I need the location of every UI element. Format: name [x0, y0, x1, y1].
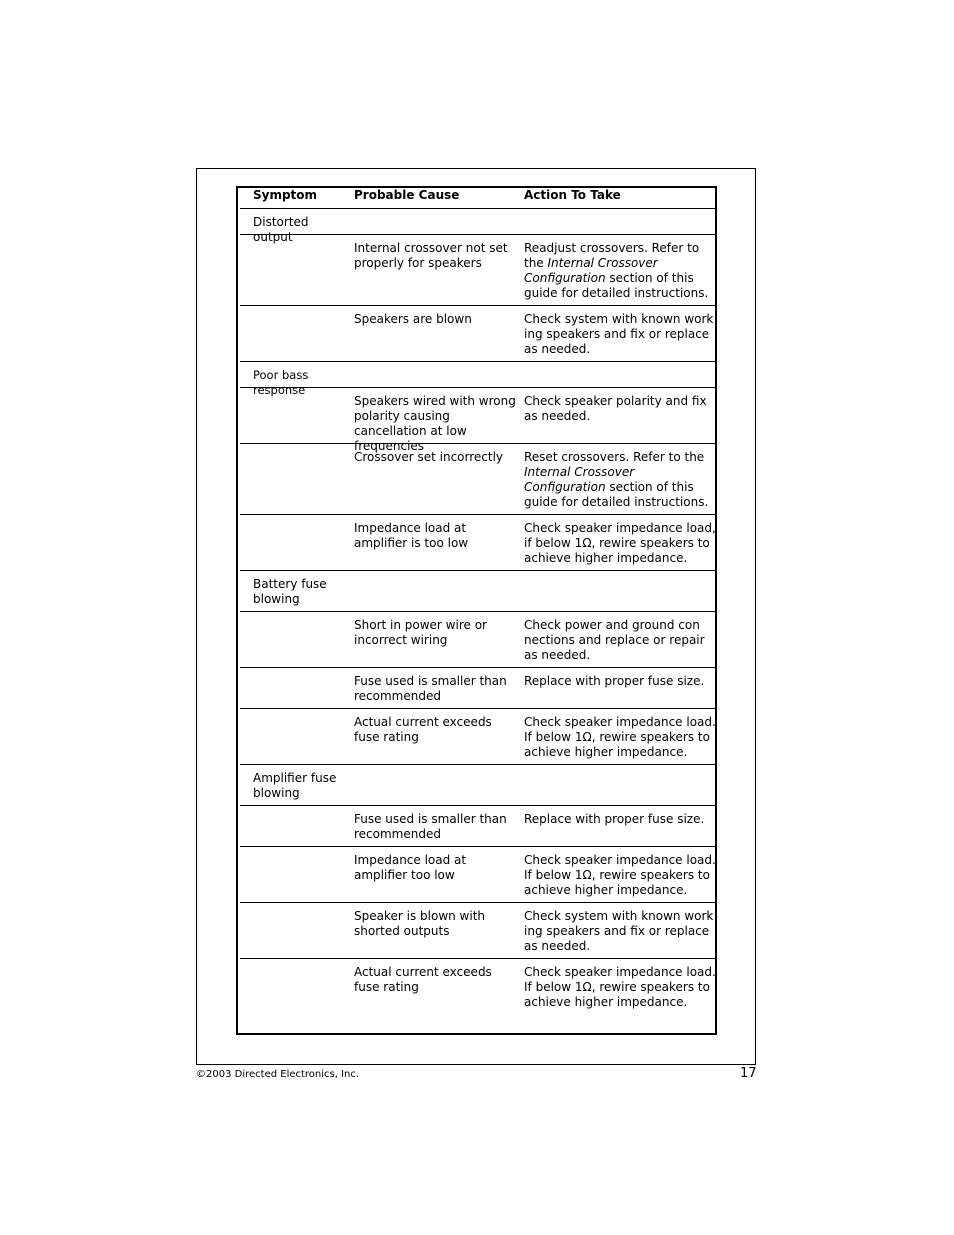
action-to-take: [524, 521, 716, 566]
probable-cause: Impedance load at amplifier too low: [354, 853, 467, 882]
table-row: [240, 709, 715, 765]
action-to-take: [524, 674, 716, 689]
action-reference: Internal Crossover Configuration: [524, 256, 658, 285]
action-to-take: [524, 715, 716, 760]
table-row: [240, 959, 715, 1033]
table-row: [240, 515, 715, 571]
action-reference: Internal Crossover Configuration: [524, 465, 635, 494]
action-text: Check speaker polarity and fix as needed.: [524, 394, 707, 423]
symptom-label: Battery fuse blowing: [253, 577, 327, 606]
probable-cause: Actual current exceeds fuse rating: [354, 965, 492, 994]
action-to-take: [524, 853, 716, 898]
action-to-take: [524, 965, 716, 1010]
probable-cause: Crossover set incorrectly: [354, 450, 504, 464]
symptom-label: Distorted output: [253, 215, 309, 244]
action-text: Readjust crossovers. Refer to the: [524, 241, 700, 270]
table-row: [240, 388, 715, 453]
copyright: ©2003 Directed Electronics, Inc.: [196, 1069, 360, 1080]
table-row: [240, 903, 715, 959]
action-text: Check system with known work ing speakers and fix or replace as needed.: [524, 312, 714, 356]
action-to-take: [524, 241, 716, 301]
table-row: [240, 235, 715, 306]
action-text: Check speaker impedance load. If below 1Ω, rewire speakers to achieve higher impedance.: [524, 965, 716, 1009]
action-text: Check system with known work ing speakers and fix or replace as needed.: [524, 909, 714, 953]
action-text-continued: section of this guide for detailed instructions.: [524, 271, 709, 300]
action-text: Check speaker impedance load. If below 1Ω, rewire speakers to achieve higher impedance.: [524, 853, 716, 897]
symptom-label: Amplifier fuse blowing: [253, 771, 337, 800]
probable-cause: Fuse used is smaller than recommended: [354, 674, 507, 703]
probable-cause: Speakers are blown: [354, 312, 472, 326]
probable-cause: Actual current exceeds fuse rating: [354, 715, 492, 744]
probable-cause: Short in power wire or incorrect wiring: [354, 618, 487, 647]
probable-cause: Internal crossover not set properly for speakers: [354, 241, 508, 270]
symptom-row: [240, 571, 715, 612]
table-row: [240, 847, 715, 903]
table-header-row: [240, 188, 715, 209]
probable-cause: Speaker is blown with shorted outputs: [354, 909, 486, 938]
symptom-row: [240, 209, 715, 244]
symptom-label: Poor bass response: [253, 368, 309, 397]
action-text: Check power and ground con nections and replace or repair as needed.: [524, 618, 705, 662]
symptom-row: [240, 765, 715, 806]
action-to-take: [524, 812, 716, 827]
action-text: Replace with proper fuse size.: [524, 674, 705, 688]
action-text: Replace with proper fuse size.: [524, 812, 705, 826]
action-text: Check speaker impedance load. If below 1Ω, rewire speakers to achieve higher impedance.: [524, 715, 716, 759]
troubleshooting-table: [236, 186, 717, 1035]
header-cause: Probable Cause: [354, 188, 460, 202]
table-row: [240, 668, 715, 709]
table-row: [240, 306, 715, 362]
probable-cause: Fuse used is smaller than recommended: [354, 812, 507, 841]
action-to-take: [524, 394, 716, 424]
table-row: [240, 612, 715, 668]
page-number: 17: [740, 1066, 757, 1081]
probable-cause: Speakers wired with wrong polarity causing cancellation at low frequencies: [354, 394, 516, 453]
action-to-take: [524, 450, 716, 510]
probable-cause: Impedance load at amplifier is too low: [354, 521, 469, 550]
action-text: Reset crossovers. Refer to the: [524, 450, 705, 464]
symptom-row: [240, 362, 715, 397]
header-symptom: Symptom: [253, 188, 318, 202]
action-to-take: [524, 909, 716, 954]
action-text-continued: section of this guide for detailed instructions.: [524, 480, 709, 509]
action-to-take: [524, 312, 716, 357]
action-text: Check speaker impedance load, if below 1Ω, rewire speakers to achieve higher impedance.: [524, 521, 716, 565]
action-to-take: [524, 618, 716, 663]
table-row: [240, 444, 715, 515]
table-row: [240, 806, 715, 847]
header-action: Action To Take: [524, 188, 621, 202]
